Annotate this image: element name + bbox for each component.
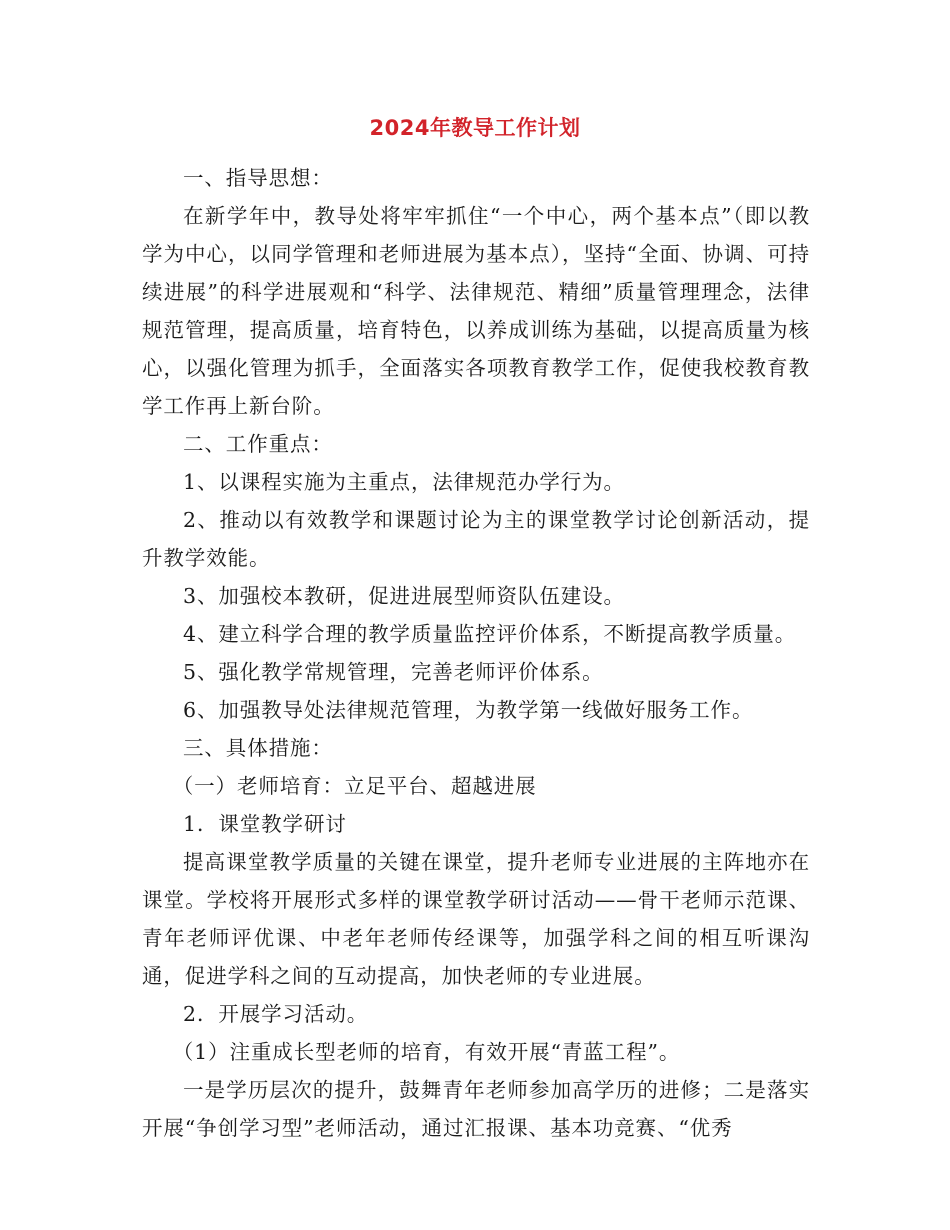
paragraph-growth-teachers: 一是学历层次的提升，鼓舞青年老师参加高学历的进修；二是落实开展“争创学习型”老师活动，通过汇报课、基本功竞赛、“优秀 (142, 1078, 810, 1140)
list-item: 4、建立科学合理的教学质量监控评价体系，不断提高教学质量。 (183, 622, 797, 646)
subheading-growth-teachers: （1）注重成长型老师的培育，有效开展“青蓝工程”。 (172, 1040, 681, 1064)
subheading-teacher-training: （一）老师培育：立足平台、超越进展 (172, 774, 537, 798)
list-item: 5、强化教学常规管理，完善老师评价体系。 (183, 660, 604, 684)
list-item: 3、加强校本教研，促进进展型师资队伍建设。 (183, 584, 625, 608)
heading-specific-measures: 三、具体措施： (183, 736, 333, 760)
document-body (142, 159, 810, 1147)
document-title: 2024年教导工作计划 (369, 116, 581, 140)
list-item: 6、加强教导处法律规范管理，为教学第一线做好服务工作。 (183, 698, 754, 722)
heading-guiding-thought: 一、指导思想： (183, 166, 333, 190)
heading-work-focus: 二、工作重点： (183, 432, 333, 456)
paragraph-guiding-thought: 在新学年中，教导处将牢牢抓住“一个中心，两个基本点”（即以教学为中心，以同学管理和老师进展为基本点），坚持“全面、协调、可持续进展”的科学进展观和“科学、法律规范、精细”质量管理理念，法律规范管理，提高质量，培育特色，以养成训练为基础，以提高质量为核心，以强化管理为抓手，全面落实各项教育教学工作，促使我校教育教学工作再上新台阶。 (142, 204, 810, 418)
paragraph-classroom-research: 提高课堂教学质量的关键在课堂，提升老师专业进展的主阵地亦在课堂。学校将开展形式多样的课堂教学研讨活动——骨干老师示范课、青年老师评优课、中老年老师传经课等，加强学科之间的相互听课沟通，促进学科之间的互动提高，加快老师的专业进展。 (142, 850, 810, 988)
subheading-classroom-research: 1．课堂教学研讨 (183, 812, 347, 836)
list-item: 1、以课程实施为主重点，法律规范办学行为。 (183, 470, 625, 494)
list-item: 2、推动以有效教学和课题讨论为主的课堂教学讨论创新活动，提升教学效能。 (142, 508, 810, 570)
subheading-learning-activities: 2．开展学习活动。 (183, 1002, 369, 1026)
